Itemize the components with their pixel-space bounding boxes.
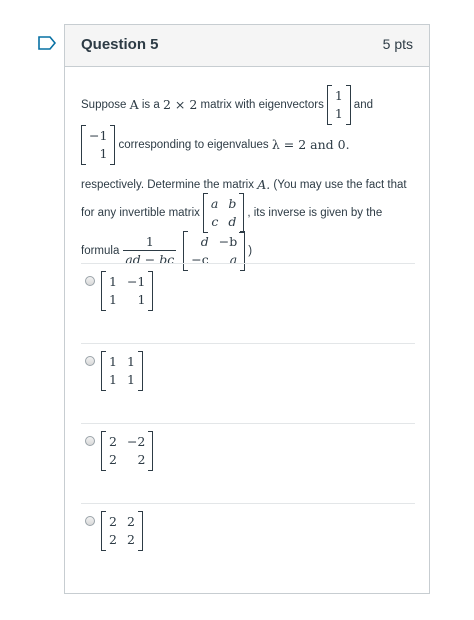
question-title: Question 5 [81, 36, 159, 53]
inverse-fraction: $\frac{1}{ad - bc}$ [125, 234, 175, 267]
radio-button[interactable] [85, 276, 95, 286]
radio-button[interactable] [85, 516, 95, 526]
answer-option-4[interactable] [85, 511, 146, 551]
bookmark-icon[interactable] [38, 36, 56, 50]
answer-matrix: 2 −2 2 2 [101, 431, 153, 471]
divider [81, 263, 415, 264]
general-matrix: a b c d [203, 193, 244, 233]
question-line: for any invertible matrix a b c d , its inverse is given by the [81, 193, 382, 233]
answer-option-1[interactable] [85, 271, 156, 311]
answer-matrix: 1 1 1 1 [101, 351, 143, 391]
eigenvector-2: −1 1 [81, 125, 115, 165]
question-line: −1 1 corresponding to eigenvalues λ = 2 and 0. [81, 125, 350, 165]
question-points: 5 pts [382, 36, 413, 52]
divider [81, 343, 415, 344]
question-line: respectively. Determine the matrix A. (You may use the fact that [81, 177, 407, 192]
inverse-matrix: d −b −c a [183, 231, 245, 271]
divider [81, 503, 415, 504]
radio-button[interactable] [85, 356, 95, 366]
eigenvector-1: 1 1 [327, 85, 351, 125]
question-card [64, 24, 430, 594]
question-line: formula $\frac{1}{ad - bc}$ d −b −c a ) [81, 231, 252, 271]
answer-matrix: 1 −1 1 1 [101, 271, 153, 311]
question-line: Suppose A is a 2 × 2 matrix with eigenvectors 1 1 and [81, 85, 373, 125]
divider [81, 423, 415, 424]
answer-matrix: 2 2 2 2 [101, 511, 143, 551]
radio-button[interactable] [85, 436, 95, 446]
answer-option-2[interactable] [85, 351, 146, 391]
question-header [65, 25, 429, 67]
answer-option-3[interactable] [85, 431, 156, 471]
